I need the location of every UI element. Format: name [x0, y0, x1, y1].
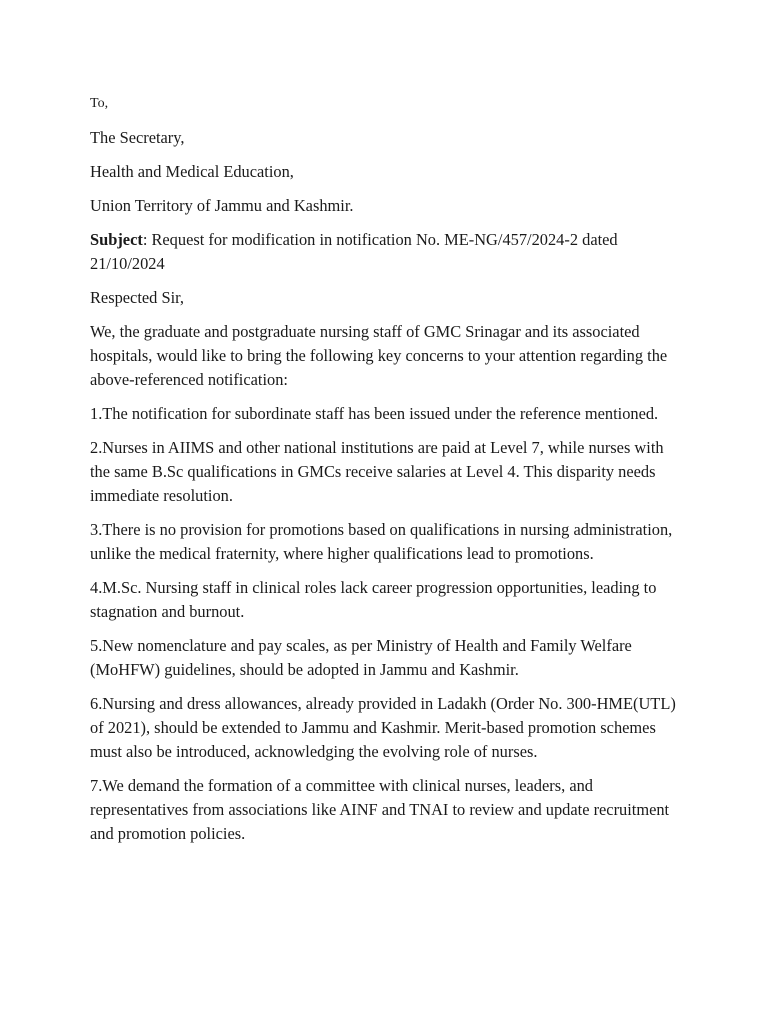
greeting: Respected Sir,: [90, 288, 185, 307]
concern-point-2: 2.Nurses in AIIMS and other national institutions are paid at Level 7, while nurses with the same B.Sc qualifications in GMCs receive salaries at Level 4. This disparity needs immediate resolution.: [90, 438, 664, 505]
concern-point-4: 4.M.Sc. Nursing staff in clinical roles lack career progression opportunities, leading to stagnation and burnout.: [90, 578, 657, 621]
recipient-line-2: Health and Medical Education,: [90, 162, 294, 181]
subject-line: [90, 228, 680, 276]
concern-point-3: 3.There is no provision for promotions based on qualifications in nursing administration, unlike the medical fraternity, where higher qualifications lead to promotions.: [90, 520, 673, 563]
intro-paragraph: We, the graduate and postgraduate nursing staff of GMC Srinagar and its associated hospitals, would like to bring the following key concerns to your attention regarding the above-referenced notification:: [90, 322, 668, 389]
subject-label: Subject: [90, 230, 143, 249]
recipient-line-1: The Secretary,: [90, 128, 185, 147]
concern-point-6: 6.Nursing and dress allowances, already provided in Ladakh (Order No. 300-HME(UTL) of 2021), should be extended to Jammu and Kashmir. Merit-based promotion schemes must also be introduced, acknowledging the evolving role of nurses.: [90, 694, 676, 761]
letter-body: [90, 92, 680, 856]
concern-point-1: 1.The notification for subordinate staff has been issued under the reference mentioned.: [90, 404, 659, 423]
recipient-line-3: Union Territory of Jammu and Kashmir.: [90, 196, 354, 215]
subject-text: : Request for modification in notification No. ME-NG/457/2024-2 dated 21/10/2024: [90, 230, 618, 273]
concern-point-7: 7.We demand the formation of a committee with clinical nurses, leaders, and representatives from associations like AINF and TNAI to review and update recruitment and promotion policies.: [90, 776, 670, 843]
concern-point-5: 5.New nomenclature and pay scales, as per Ministry of Health and Family Welfare (MoHFW) guidelines, should be adopted in Jammu and Kashmir.: [90, 636, 632, 679]
salutation-to: To,: [90, 96, 109, 111]
